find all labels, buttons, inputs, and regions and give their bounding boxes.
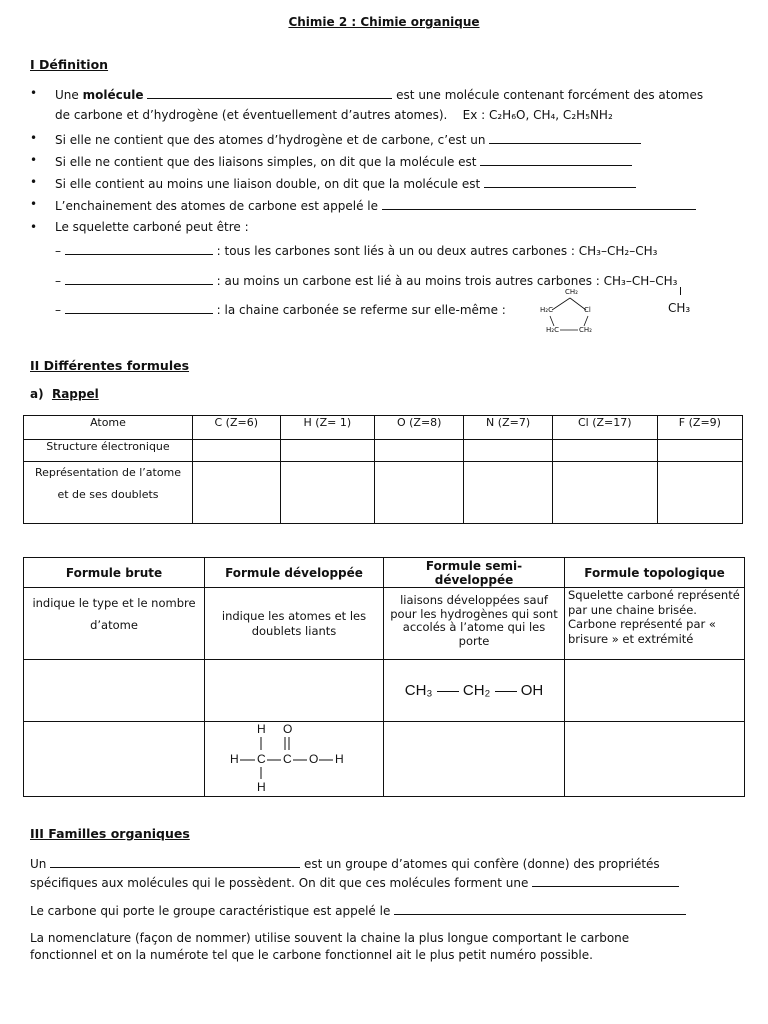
t2-cell[interactable] — [565, 660, 745, 722]
section-2-heading: II Différentes formules — [30, 358, 190, 373]
t1-cell[interactable] — [657, 462, 742, 524]
blank-5[interactable] — [382, 197, 696, 210]
b1-word: molécule — [82, 88, 144, 102]
blank-9[interactable] — [50, 855, 300, 868]
p2-text: Le carbone qui porte le groupe caractéristique est appelé le — [30, 904, 391, 918]
t1-row1-label: Structure électronique — [24, 440, 193, 462]
b1-pre: Une — [55, 88, 83, 102]
p3-line2: fonctionnel et on la numérote tel que le carbone fonctionnel ait le plus petit numéro possible. — [30, 948, 593, 962]
t1-cell[interactable] — [280, 462, 375, 524]
atom-c1: C — [257, 752, 266, 766]
dash-line-1 — [55, 242, 657, 258]
blank-4[interactable] — [484, 175, 636, 188]
p2 — [30, 902, 686, 918]
subheading-a-num: a) — [30, 387, 44, 401]
t1-row2-label — [24, 462, 193, 524]
b1-line2: de carbone et d’hydrogène (et éventuellement d’autres atomes). — [55, 108, 448, 122]
blank-7[interactable] — [65, 272, 213, 285]
branch-bond — [680, 287, 681, 295]
bullet-icon: • — [30, 86, 38, 100]
t1-cell[interactable] — [193, 440, 281, 462]
atom-c2: C — [283, 752, 292, 766]
t2-cell[interactable] — [24, 722, 205, 797]
p3-line1: La nomenclature (façon de nommer) utilise souvent la chaine la plus longue comportant le carbone — [30, 931, 630, 945]
t1-cell[interactable] — [552, 440, 657, 462]
t1-h0: Atome — [24, 416, 193, 440]
b3-text: Si elle ne contient que des liaisons simples, on dit que la molécule est — [55, 155, 477, 169]
bond — [437, 691, 459, 692]
t2-h2: Formule semi-développée — [384, 558, 565, 588]
b1-post: est une molécule contenant forcément des atomes — [392, 88, 704, 102]
t1-cell[interactable] — [464, 440, 552, 462]
t1-h2: H (Z= 1) — [280, 416, 375, 440]
blank-1[interactable] — [147, 86, 392, 99]
ring-right: Cl — [584, 306, 591, 314]
atom-h-right: H — [335, 752, 344, 766]
t1-cell[interactable] — [193, 462, 281, 524]
bullet-icon: • — [30, 220, 38, 234]
t1-cell[interactable] — [552, 462, 657, 524]
bullet-icon: • — [30, 197, 38, 211]
b1-example: Ex : C₂H₆O, CH₄, C₂H₅NH₂ — [462, 108, 613, 122]
atom-h-bottom: H — [257, 780, 266, 794]
b2-text: Si elle ne contient que des atomes d’hydrogène et de carbone, c’est un — [55, 133, 486, 147]
formula-table — [23, 557, 745, 797]
b6-text: Le squelette carboné peut être : — [55, 220, 249, 234]
t1-h1: C (Z=6) — [193, 416, 281, 440]
bullet-icon: • — [30, 131, 38, 145]
bond — [495, 691, 517, 692]
t2-cell[interactable] — [205, 660, 384, 722]
atom-h-left: H — [230, 752, 239, 766]
subheading-a — [30, 387, 99, 401]
ring-top: CH₂ — [565, 288, 578, 296]
p1-line2 — [30, 874, 679, 890]
p1-post: est un groupe d’atomes qui confère (donne) des propriétés — [304, 857, 660, 871]
p1-pre: Un — [30, 857, 47, 871]
t2-cell[interactable] — [24, 660, 205, 722]
dash-line-3 — [55, 301, 506, 317]
t1-cell[interactable] — [375, 462, 464, 524]
blank-3[interactable] — [480, 153, 632, 166]
t1-h5: Cl (Z=17) — [552, 416, 657, 440]
page-title: Chimie 2 : Chimie organique — [288, 15, 480, 29]
t1-row2-a: Représentation de l’atome — [34, 466, 182, 479]
t2-h0: Formule brute — [24, 558, 205, 588]
b4-text: Si elle contient au moins une liaison double, on dit que la molécule est — [55, 177, 481, 191]
blank-6[interactable] — [65, 242, 213, 255]
t2-desc-2: liaisons développées sauf pour les hydrogènes qui sont accolés à l’atome qui les porte — [384, 588, 565, 660]
dash-mark: – — [55, 244, 61, 258]
t1-cell[interactable] — [280, 440, 375, 462]
blank-11[interactable] — [394, 902, 686, 915]
d2-branch: CH₃ — [668, 301, 691, 315]
ring-left: H₂C — [540, 306, 553, 314]
developed-bonds — [205, 722, 377, 796]
b5-text: L’enchainement des atomes de carbone est appelé le — [55, 199, 379, 213]
p1-line2-text: spécifiques aux molécules qui le possèdent. On dit que ces molécules forment une — [30, 876, 529, 890]
t1-h4: N (Z=7) — [464, 416, 552, 440]
dash-mark: – — [55, 274, 61, 288]
ring-bl: H₂C — [546, 326, 559, 334]
d1-text: : tous les carbones sont liés à un ou deux autres carbones : CH₃–CH₂–CH₃ — [216, 244, 658, 258]
developed-formula — [205, 722, 377, 796]
t2-h1: Formule développée — [205, 558, 384, 588]
t2-cell[interactable] — [565, 722, 745, 797]
d3-text: : la chaine carbonée se referme sur elle-même : — [216, 303, 506, 317]
developed-formula-cell — [205, 722, 384, 797]
semi-developed-formula — [384, 660, 565, 722]
t1-cell[interactable] — [464, 462, 552, 524]
t2-desc-3: Squelette carboné représenté par une chaine brisée. Carbone représenté par « brisure » et extrémité — [565, 588, 745, 660]
t1-cell[interactable] — [375, 440, 464, 462]
blank-2[interactable] — [489, 131, 641, 144]
blank-8[interactable] — [65, 301, 213, 314]
t1-h6: F (Z=9) — [657, 416, 742, 440]
section-3-heading: III Familles organiques — [30, 826, 190, 841]
t2-desc-0: indique le type et le nombre d’atome — [24, 588, 205, 660]
dash-mark: – — [55, 303, 61, 317]
atom-o-right: O — [309, 752, 319, 766]
t1-h3: O (Z=8) — [375, 416, 464, 440]
t2-h3: Formule topologique — [565, 558, 745, 588]
semi-ch3: CH₃ — [404, 682, 433, 699]
cyclic-molecule — [540, 286, 600, 338]
t2-cell[interactable] — [384, 722, 565, 797]
section-1-heading: I Définition — [30, 57, 109, 72]
t1-cell[interactable] — [657, 440, 742, 462]
bullet-icon: • — [30, 175, 38, 189]
atom-table — [23, 415, 743, 524]
blank-10[interactable] — [532, 874, 679, 887]
p1-line1 — [30, 855, 660, 871]
d2-text: : au moins un carbone est lié à au moins trois autres carbones : CH₃–CH–CH₃ — [216, 274, 678, 288]
ring-br: CH₂ — [579, 326, 592, 334]
subheading-a-label: Rappel — [51, 387, 99, 401]
t1-row2-b: et de ses doublets — [57, 488, 159, 501]
atom-h-top: H — [257, 722, 266, 736]
bullet-icon: • — [30, 153, 38, 167]
semi-oh: OH — [520, 682, 544, 699]
atom-o-top: O — [283, 722, 293, 736]
semi-ch2: CH₂ — [462, 682, 491, 699]
t2-desc-1: indique les atomes et les doublets liants — [205, 588, 384, 660]
